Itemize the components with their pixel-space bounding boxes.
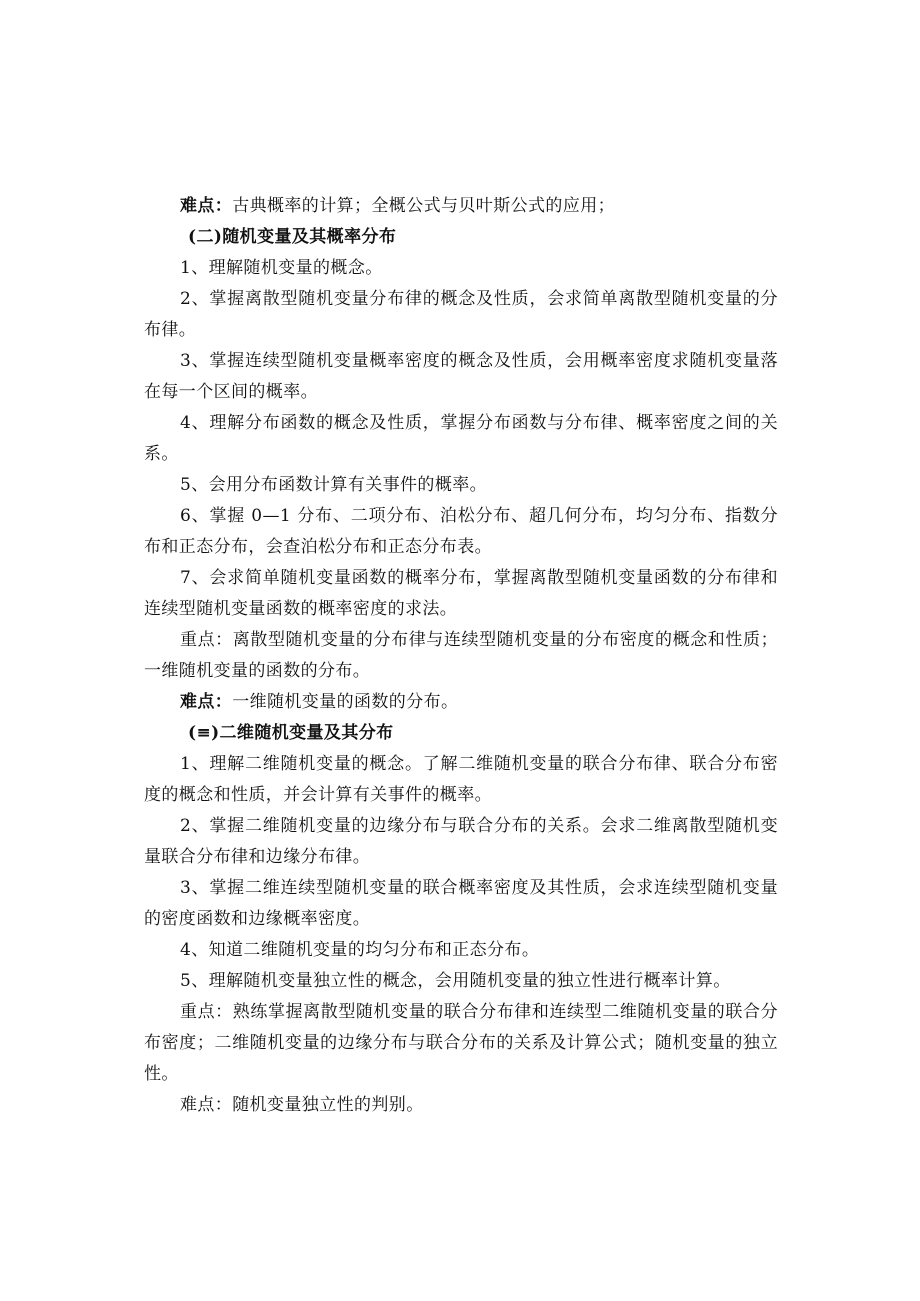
section3-heading: (≡)二维随机变量及其分布	[188, 723, 394, 743]
section3-item-1: 1、理解二维随机变量的概念。了解二维随机变量的联合分布律、联合分布密度的概念和性质，并会计算有关事件的概率。	[144, 754, 778, 805]
section2-item-4: 4、理解分布函数的概念及性质，掌握分布函数与分布律、概率密度之间的关系。	[144, 413, 778, 464]
section3-item-5: 5、理解随机变量独立性的概念，会用随机变量的独立性进行概率计算。	[180, 971, 731, 991]
difficulty-label: 难点：	[180, 692, 233, 712]
section2-difficulty	[144, 687, 778, 718]
section3-item-2: 2、掌握二维随机变量的边缘分布与联合分布的关系。会求二维离散型随机变量联合分布律和边缘分布律。	[144, 816, 778, 867]
section2-item-6: 6、掌握 0—1 分布、二项分布、泊松分布、超几何分布，均匀分布、指数分布和正态分布，会查泊松分布和正态分布表。	[144, 506, 778, 557]
section3-difficulty: 难点：随机变量独立性的判别。	[180, 1095, 424, 1115]
section2-item-7: 7、会求简单随机变量函数的概率分布，掌握离散型随机变量函数的分布律和连续型随机变量函数的概率密度的求法。	[144, 568, 778, 619]
section3-item-4: 4、知道二维随机变量的均匀分布和正态分布。	[180, 940, 540, 960]
difficulty-label: 难点：	[180, 196, 233, 216]
section2-item-5: 5、会用分布函数计算有关事件的概率。	[180, 475, 488, 495]
section3-key-points: 重点：熟练掌握离散型随机变量的联合分布律和连续型二维随机变量的联合分布密度；二维随机变量的边缘分布与联合分布的关系及计算公式；随机变量的独立性。	[144, 1002, 778, 1084]
section2-key-points: 重点：离散型随机变量的分布律与连续型随机变量的分布密度的概念和性质；一维随机变量的函数的分布。	[144, 630, 778, 681]
section2-item-2: 2、掌握离散型随机变量分布律的概念及性质，会求简单离散型随机变量的分布律。	[144, 289, 778, 340]
difficulty-text: 一维随机变量的函数的分布。	[232, 692, 459, 712]
section2-heading: (二)随机变量及其概率分布	[188, 227, 397, 247]
section2-item-3: 3、掌握连续型随机变量概率密度的概念及性质，会用概率密度求随机变量落在每一个区间的概率。	[144, 351, 778, 402]
section1-difficulty	[144, 191, 778, 222]
document-page	[144, 191, 778, 1121]
section2-item-1: 1、理解随机变量的概念。	[180, 258, 383, 278]
section3-item-3: 3、掌握二维连续型随机变量的联合概率密度及其性质，会求连续型随机变量的密度函数和边缘概率密度。	[144, 878, 778, 929]
difficulty-text: 古典概率的计算；全概公式与贝叶斯公式的应用；	[232, 196, 616, 216]
